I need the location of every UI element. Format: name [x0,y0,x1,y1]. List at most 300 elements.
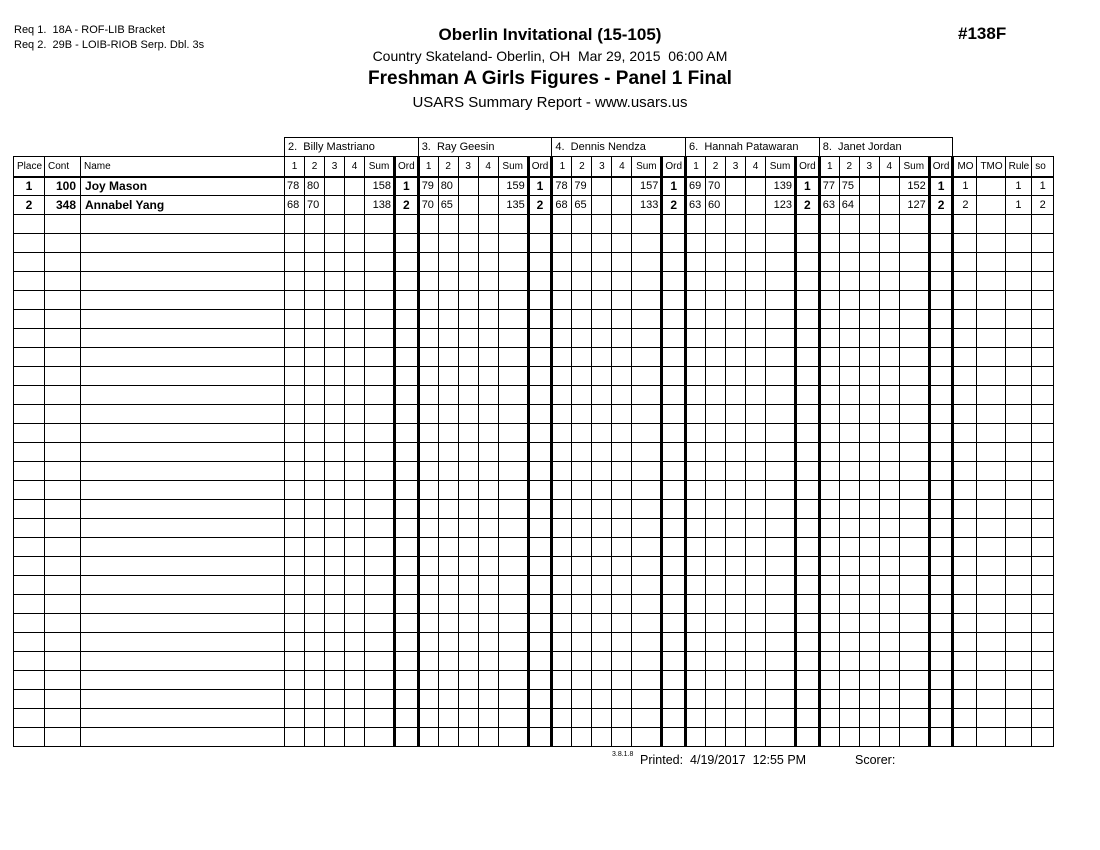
ord-cell [395,538,419,557]
ord-cell [528,272,552,291]
score-cell [686,253,706,272]
score-cell [819,253,839,272]
rule-cell [1005,595,1032,614]
ord-cell [395,215,419,234]
ord-cell [796,576,820,595]
score-cell [325,234,345,253]
mo-cell [953,234,977,253]
score-cell [305,462,325,481]
score-cell [819,386,839,405]
ord-cell [662,500,686,519]
score-cell: 63 [819,196,839,215]
ord-cell [662,538,686,557]
ord-cell [395,272,419,291]
score-cell [552,272,572,291]
sum-cell [365,272,395,291]
score-cell [552,500,572,519]
score-cell [325,405,345,424]
tmo-cell [977,367,1005,386]
score-cell [418,329,438,348]
score-cell [552,557,572,576]
rule-cell [1005,481,1032,500]
score-cell [839,709,859,728]
ord-col-header: Ord [395,157,419,177]
score-cell [285,652,305,671]
sum-cell [365,405,395,424]
report-type-line: USARS Summary Report - www.usars.us [412,94,688,111]
ord-cell [929,633,953,652]
score-cell [305,709,325,728]
sum-cell: 138 [365,196,395,215]
score-cell [285,462,305,481]
score-cell [458,215,478,234]
sum-cell [766,652,796,671]
score-cell [552,481,572,500]
score-cell [859,272,879,291]
rule-cell: 1 [1005,196,1032,215]
rule-cell [1005,500,1032,519]
ord-cell [528,348,552,367]
score-cell [325,481,345,500]
score-cell [746,481,766,500]
score-cell [686,728,706,747]
sum-cell [632,671,662,690]
empty-row [14,690,1054,709]
empty-row [14,538,1054,557]
ord-cell [528,500,552,519]
place-cell [14,614,45,633]
place-cell [14,481,45,500]
score-col-header: 4 [746,157,766,177]
rule-cell [1005,576,1032,595]
cont-cell [45,538,81,557]
score-cell [572,728,592,747]
score-cell [345,576,365,595]
score-cell [819,614,839,633]
score-cell [438,405,458,424]
score-cell [819,500,839,519]
score-cell [438,367,458,386]
cont-cell [45,386,81,405]
score-cell [839,500,859,519]
score-cell [859,291,879,310]
score-cell [325,633,345,652]
score-cell [458,253,478,272]
name-cell [81,443,285,462]
score-cell [305,595,325,614]
score-cell [726,576,746,595]
score-cell [706,424,726,443]
sum-cell [766,500,796,519]
score-cell [438,272,458,291]
sum-cell [632,576,662,595]
sum-cell [632,652,662,671]
score-cell [458,652,478,671]
mo-cell [953,633,977,652]
score-cell [458,538,478,557]
score-cell [859,709,879,728]
score-cell [478,519,498,538]
sum-col-header: Sum [899,157,929,177]
score-cell [418,272,438,291]
score-cell [572,215,592,234]
score-cell [345,329,365,348]
sum-cell [899,519,929,538]
score-cell [706,386,726,405]
sum-cell [498,614,528,633]
score-cell [478,386,498,405]
place-cell [14,329,45,348]
score-cell [686,652,706,671]
score-cell [819,576,839,595]
score-cell [706,329,726,348]
score-cell [592,215,612,234]
sum-cell [632,234,662,253]
score-cell: 68 [285,196,305,215]
score-cell [859,405,879,424]
score-cell [592,633,612,652]
score-cell [686,538,706,557]
sum-cell [766,633,796,652]
score-cell [458,728,478,747]
score-cell [686,595,706,614]
score-cell [305,215,325,234]
ord-cell [395,291,419,310]
score-cell: 79 [418,177,438,196]
score-cell [285,386,305,405]
score-cell [879,272,899,291]
score-cell [726,538,746,557]
score-cell [879,633,899,652]
sum-cell [766,310,796,329]
score-cell [592,367,612,386]
score-cell [726,652,746,671]
score-cell [345,500,365,519]
sum-cell: 157 [632,177,662,196]
sum-cell [766,614,796,633]
ord-cell [796,500,820,519]
score-cell [285,728,305,747]
sum-cell [632,538,662,557]
ord-cell [528,709,552,728]
score-cell [592,386,612,405]
score-cell [686,215,706,234]
ord-cell [929,291,953,310]
score-cell [458,424,478,443]
sum-cell [365,424,395,443]
sum-cell [632,519,662,538]
sum-cell [632,405,662,424]
score-cell [839,690,859,709]
ord-cell [929,538,953,557]
score-cell [345,519,365,538]
sum-cell [766,329,796,348]
ord-cell [528,443,552,462]
judge-name-header-4: 6. Hannah Patawaran [686,138,820,157]
score-cell [325,671,345,690]
name-cell [81,690,285,709]
score-cell [726,329,746,348]
score-cell [478,253,498,272]
cont-cell: 348 [45,196,81,215]
score-cell [305,329,325,348]
ord-cell [662,348,686,367]
ord-cell [796,234,820,253]
tmo-cell [977,500,1005,519]
score-cell [612,709,632,728]
score-cell [746,348,766,367]
sum-cell [365,310,395,329]
sum-cell [632,310,662,329]
score-cell [325,690,345,709]
score-cell [438,576,458,595]
sum-cell [365,500,395,519]
ord-cell [662,614,686,633]
empty-row [14,405,1054,424]
score-cell [859,196,879,215]
score-cell [285,348,305,367]
sum-cell [365,690,395,709]
score-cell [305,443,325,462]
empty-row [14,557,1054,576]
name-cell [81,234,285,253]
score-cell [325,728,345,747]
ord-cell [929,215,953,234]
score-cell [612,595,632,614]
score-cell [819,633,839,652]
tmo-cell [977,595,1005,614]
sum-cell [498,557,528,576]
tmo-cell [977,709,1005,728]
score-cell [458,348,478,367]
ord-cell [395,633,419,652]
cont-cell [45,462,81,481]
score-cell [478,690,498,709]
score-cell [819,595,839,614]
ord-cell [528,215,552,234]
ord-cell [662,557,686,576]
ord-cell [796,614,820,633]
sum-cell [766,272,796,291]
so-cell [1032,652,1054,671]
rule-cell [1005,348,1032,367]
score-col-header: 1 [686,157,706,177]
score-cell [746,424,766,443]
score-cell [458,310,478,329]
score-cell [305,272,325,291]
rule-cell [1005,462,1032,481]
name-cell [81,329,285,348]
ord-cell [662,671,686,690]
result-row [14,177,1054,196]
ord-cell [929,576,953,595]
score-cell [859,310,879,329]
ord-cell [395,709,419,728]
score-cell [572,690,592,709]
location-date-line: Country Skateland- Oberlin, OH Mar 29, 2015 06:00 AM [372,48,728,64]
score-cell [552,595,572,614]
ord-cell [796,215,820,234]
sum-cell [632,215,662,234]
empty-row [14,500,1054,519]
score-cell [478,234,498,253]
sum-cell [899,234,929,253]
score-cell [418,633,438,652]
score-cell [706,576,726,595]
sum-cell [899,272,929,291]
score-cell [859,519,879,538]
ord-cell [528,557,552,576]
col-header-so: so [1032,157,1054,177]
sum-cell: 158 [365,177,395,196]
score-cell [305,614,325,633]
ord-cell [395,557,419,576]
empty-row [14,671,1054,690]
ord-cell [796,405,820,424]
ord-cell [662,234,686,253]
score-cell [478,557,498,576]
score-cell [305,652,325,671]
score-cell [285,557,305,576]
sum-cell [365,557,395,576]
ord-cell [796,253,820,272]
score-cell [859,671,879,690]
score-cell [746,177,766,196]
score-col-header: 1 [552,157,572,177]
score-cell [478,367,498,386]
score-cell [819,538,839,557]
sum-cell [365,215,395,234]
score-cell [305,728,325,747]
score-cell [305,557,325,576]
score-cell [325,367,345,386]
cont-cell [45,272,81,291]
score-cell [458,671,478,690]
ord-cell [662,443,686,462]
score-cell [438,709,458,728]
tmo-cell [977,481,1005,500]
score-cell [458,443,478,462]
sum-cell [632,500,662,519]
score-cell [839,291,859,310]
score-cell [859,424,879,443]
score-cell [592,595,612,614]
score-cell [726,671,746,690]
score-cell [706,538,726,557]
score-cell [592,405,612,424]
score-cell [478,462,498,481]
score-cell [839,348,859,367]
score-cell [572,386,592,405]
score-cell [746,633,766,652]
score-cell [458,614,478,633]
cont-cell [45,690,81,709]
score-cell: 75 [839,177,859,196]
score-cell [458,386,478,405]
score-cell [418,557,438,576]
so-cell [1032,462,1054,481]
score-cell [879,671,899,690]
mo-cell [953,538,977,557]
score-cell [325,652,345,671]
tmo-cell [977,386,1005,405]
score-cell [819,652,839,671]
tmo-cell [977,424,1005,443]
score-cell [726,405,746,424]
ord-cell [662,690,686,709]
score-cell [325,272,345,291]
score-cell [819,690,839,709]
score-cell [305,253,325,272]
mo-cell [953,595,977,614]
score-cell [726,310,746,329]
empty-row [14,272,1054,291]
place-cell [14,519,45,538]
column-header-row [14,157,1054,177]
score-cell [552,310,572,329]
sum-cell [498,405,528,424]
mo-cell [953,481,977,500]
name-cell [81,614,285,633]
cont-cell [45,576,81,595]
score-cell [839,329,859,348]
sum-cell [498,519,528,538]
cont-cell [45,234,81,253]
tmo-cell [977,310,1005,329]
score-cell [726,500,746,519]
sum-cell [632,595,662,614]
ord-cell [662,728,686,747]
score-cell [819,443,839,462]
cont-cell [45,405,81,424]
score-cell: 80 [438,177,458,196]
printed-timestamp: Printed: 4/19/2017 12:55 PM [640,753,807,767]
score-cell [418,310,438,329]
score-cell [686,386,706,405]
sum-cell [632,348,662,367]
sum-cell [899,671,929,690]
score-cell [686,272,706,291]
score-cell [879,234,899,253]
score-cell [305,424,325,443]
score-cell [839,367,859,386]
score-cell [612,386,632,405]
mo-cell [953,709,977,728]
so-cell [1032,557,1054,576]
sum-cell [632,481,662,500]
score-cell [552,405,572,424]
score-cell [726,481,746,500]
sum-cell [498,367,528,386]
empty-row [14,633,1054,652]
score-cell [839,519,859,538]
sum-cell [766,538,796,557]
score-cell [458,557,478,576]
score-cell [612,177,632,196]
score-cell [819,405,839,424]
empty-row [14,481,1054,500]
score-cell [879,690,899,709]
score-cell [305,405,325,424]
score-cell [612,557,632,576]
sum-cell [632,614,662,633]
ord-cell [796,462,820,481]
mo-cell [953,671,977,690]
score-cell [345,215,365,234]
score-cell [746,310,766,329]
score-cell [746,405,766,424]
ord-cell [395,443,419,462]
